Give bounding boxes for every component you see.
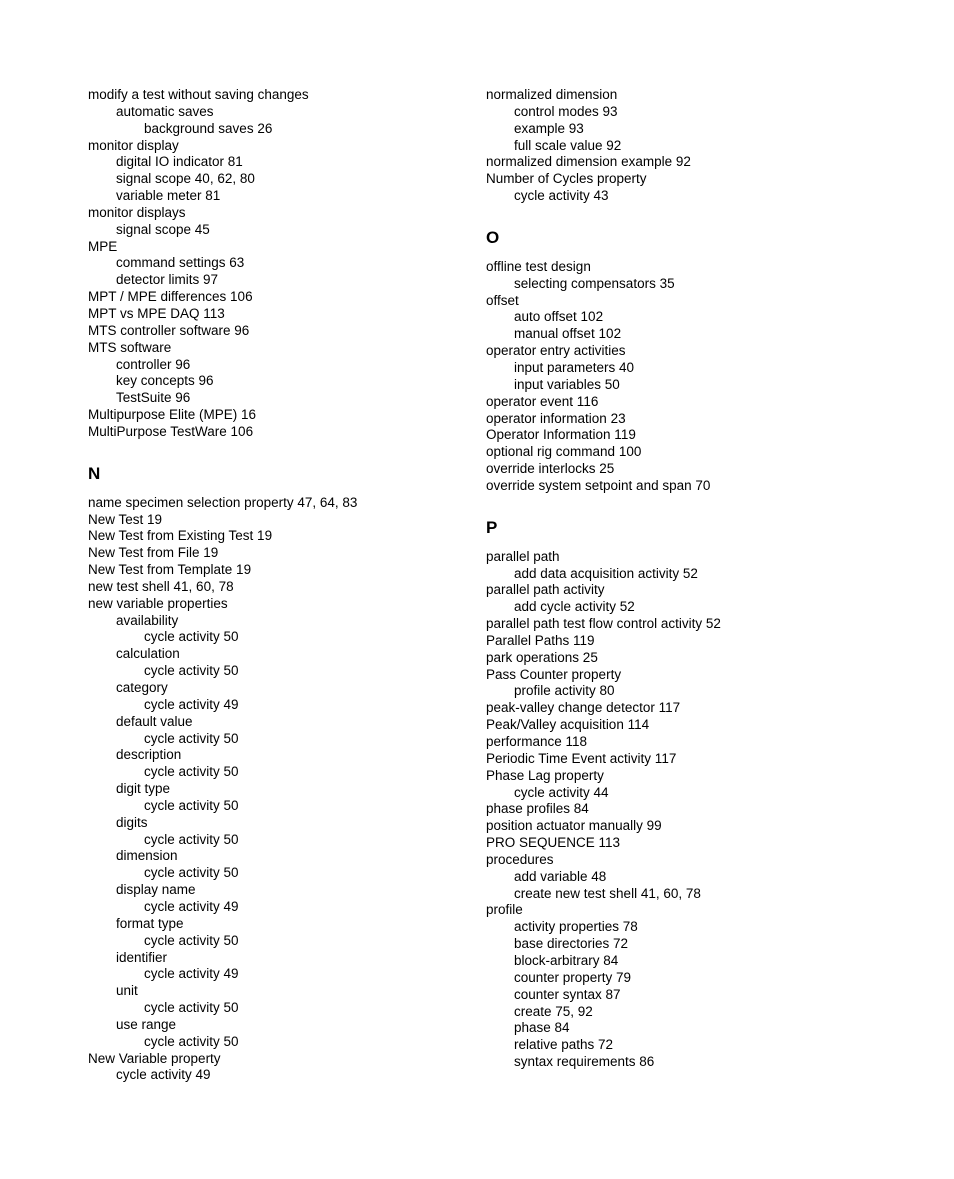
index-entry: MTS software [88,339,172,355]
index-subentry: TestSuite 96 [116,390,191,406]
index-entry: name specimen selection property 47, 64, 83 [88,494,358,510]
index-entry: modify a test without saving changes [88,87,309,102]
index-subentry: add cycle activity 52 [514,599,635,615]
index-subentry: calculation [116,646,180,662]
index-entry: New Test from File 19 [88,545,219,561]
index-subentry: syntax requirements 86 [514,1054,655,1070]
index-subentry: cycle activity 49 [144,898,239,914]
index-subentry: control modes 93 [514,103,618,119]
index-entry: new variable properties [88,595,228,611]
index-entry: PRO SEQUENCE 113 [486,835,621,851]
index-subentry: profile activity 80 [514,683,615,699]
index-entry: parallel path [486,548,560,564]
index-entry: profile [486,902,523,918]
index-entry: operator information 23 [486,410,626,426]
index-subentry: key concepts 96 [116,373,214,389]
index-entry: Peak/Valley acquisition 114 [486,717,650,733]
index-entry: New Test 19 [88,511,163,527]
index-entry: MPT / MPE differences 106 [88,289,253,305]
index-subentry: auto offset 102 [514,309,604,325]
index-entry: parallel path test flow control activity 52 [486,616,721,632]
index-subentry: cycle activity 50 [144,764,239,780]
index-subentry: selecting compensators 35 [514,275,675,291]
index-subentry: cycle activity 49 [144,696,239,712]
index-subentry: variable meter 81 [116,188,221,204]
index-subentry: controller 96 [116,356,191,372]
index-entry: offline test design [486,258,591,274]
index-subentry: cycle activity 43 [514,188,609,204]
index-subentry: cycle activity 50 [144,865,239,881]
index-subentry: cycle activity 50 [144,1033,239,1049]
index-entry: offset [486,292,519,308]
index-subentry: full scale value 92 [514,137,622,153]
index-column-left [88,87,468,1084]
index-subentry: add data acquisition activity 52 [514,565,698,581]
index-column-right [486,87,926,1071]
index-subentry: detector limits 97 [116,272,219,288]
index-subentry: description [116,747,182,763]
index-entry: Number of Cycles property [486,171,647,187]
index-entry: MPE [88,238,118,254]
index-subentry: create new test shell 41, 60, 78 [514,885,701,901]
index-entry: optional rig command 100 [486,444,642,460]
index-entry: operator event 116 [486,393,599,409]
index-subentry: cycle activity 50 [144,663,239,679]
index-subentry: background saves 26 [144,120,273,136]
index-subentry: relative paths 72 [514,1037,614,1053]
index-entry: monitor displays [88,204,186,220]
index-subentry: digit type [116,781,171,797]
index-subentry: identifier [116,949,168,965]
index-subentry: availability [116,612,179,628]
index-entry: Pass Counter property [486,666,622,682]
index-entry: peak-valley change detector 117 [486,700,681,716]
index-entry: park operations 25 [486,649,598,665]
index-subentry: display name [116,882,196,898]
index-entry: Phase Lag property [486,767,604,783]
index-entry: normalized dimension example 92 [486,154,691,170]
index-entry: operator entry activities [486,343,626,359]
index-subentry: block-arbitrary 84 [514,952,619,968]
index-subentry: add variable 48 [514,868,607,884]
index-subentry: automatic saves [116,103,214,119]
index-subentry: cycle activity 50 [144,797,239,813]
index-entry: New Variable property [88,1050,221,1066]
index-entry: procedures [486,851,554,867]
index-subentry: format type [116,915,184,931]
index-entry: normalized dimension [486,87,618,102]
index-subentry: manual offset 102 [514,326,622,342]
index-subentry: activity properties 78 [514,919,638,935]
index-subentry: cycle activity 50 [144,831,239,847]
index-subentry: input variables 50 [514,376,620,392]
index-subentry: signal scope 45 [116,221,210,237]
index-entry: new test shell 41, 60, 78 [88,578,234,594]
index-entry: position actuator manually 99 [486,818,662,834]
index-entry: MultiPurpose TestWare 106 [88,423,254,439]
index-subentry: counter property 79 [514,969,632,985]
index-entry: Operator Information 119 [486,427,636,443]
index-subentry: input parameters 40 [514,359,635,375]
section-letter-n: N [88,463,101,483]
index-subentry: cycle activity 44 [514,784,609,800]
index-subentry: cycle activity 50 [144,932,239,948]
index-entry: MPT vs MPE DAQ 113 [88,305,225,321]
index-subentry: use range [116,1016,177,1032]
index-subentry: command settings 63 [116,255,245,271]
index-subentry: cycle activity 50 [144,1000,239,1016]
index-entry: monitor display [88,137,179,153]
index-entry: MTS controller software 96 [88,322,250,338]
index-subentry: create 75, 92 [514,1003,593,1019]
index-subentry: digital IO indicator 81 [116,154,243,170]
index-entry: New Test from Template 19 [88,562,252,578]
index-subentry: base directories 72 [514,936,629,952]
index-entry: New Test from Existing Test 19 [88,528,273,544]
index-entry: override system setpoint and span 70 [486,477,711,493]
index-subentry: unit [116,983,138,999]
index-subentry: default value [116,713,193,729]
index-subentry: counter syntax 87 [514,986,621,1002]
index-subentry: dimension [116,848,178,864]
index-subentry: signal scope 40, 62, 80 [116,171,255,187]
section-letter-o: O [486,227,500,247]
section-letter-p: P [486,517,498,537]
index-subentry: cycle activity 49 [144,966,239,982]
index-subentry: cycle activity 49 [116,1067,211,1083]
index-entry: override interlocks 25 [486,461,615,477]
index-subentry: cycle activity 50 [144,730,239,746]
index-subentry: cycle activity 50 [144,629,239,645]
index-subentry: phase 84 [514,1020,570,1036]
index-entry: phase profiles 84 [486,801,589,817]
index-entry: Parallel Paths 119 [486,632,595,648]
index-entry: Periodic Time Event activity 117 [486,750,677,766]
index-entry: Multipurpose Elite (MPE) 16 [88,407,257,423]
index-entry: parallel path activity [486,582,605,598]
index-entry: performance 118 [486,734,588,749]
index-subentry: digits [116,814,148,830]
index-subentry: category [116,680,168,695]
index-subentry: example 93 [514,120,584,136]
